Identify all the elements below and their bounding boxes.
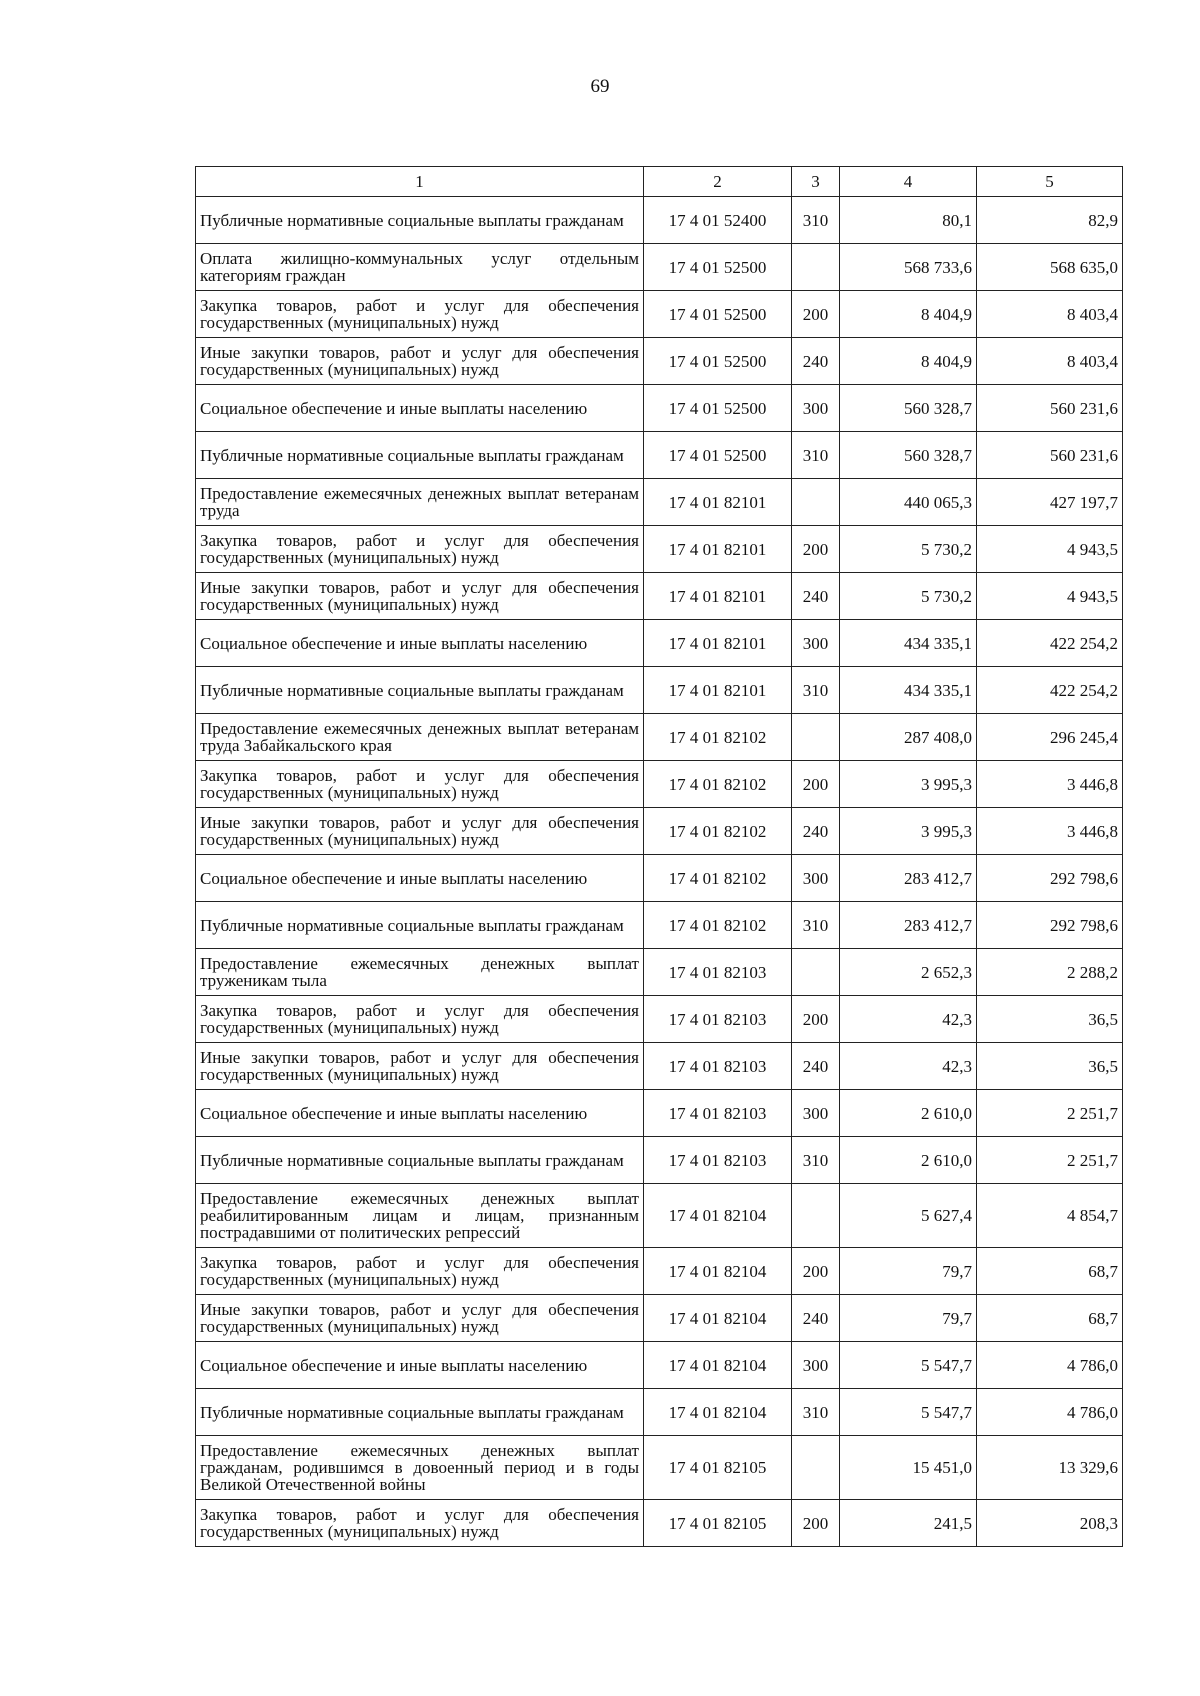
- table-row: [196, 385, 1123, 432]
- row-value-5-cell: 2 251,7: [977, 1090, 1123, 1137]
- row-type-cell: 310: [792, 1137, 840, 1184]
- row-value-5-cell: 422 254,2: [977, 620, 1123, 667]
- row-value-4-cell: 283 412,7: [840, 902, 977, 949]
- row-value-5-cell: 422 254,2: [977, 667, 1123, 714]
- row-code-cell: 17 4 01 82101: [644, 526, 792, 573]
- row-code-cell: 17 4 01 82102: [644, 761, 792, 808]
- row-value-4-cell: 568 733,6: [840, 244, 977, 291]
- budget-table: [195, 166, 1123, 1547]
- row-value-4-cell: 241,5: [840, 1500, 977, 1547]
- row-code-cell: 17 4 01 82101: [644, 620, 792, 667]
- row-code-cell: 17 4 01 82101: [644, 573, 792, 620]
- row-type-cell: 240: [792, 338, 840, 385]
- table-row: [196, 714, 1123, 761]
- row-name-cell: Иные закупки товаров, работ и услуг для обеспечения государственных (муниципальных) нужд: [196, 808, 644, 855]
- row-value-5-cell: 296 245,4: [977, 714, 1123, 761]
- row-value-4-cell: 42,3: [840, 996, 977, 1043]
- column-header-5: 5: [977, 167, 1123, 197]
- row-code-cell: 17 4 01 82104: [644, 1248, 792, 1295]
- table-row: [196, 667, 1123, 714]
- table-body: [196, 197, 1123, 1547]
- column-header-3: 3: [792, 167, 840, 197]
- table-row: [196, 479, 1123, 526]
- table-row: [196, 244, 1123, 291]
- row-value-5-cell: 13 329,6: [977, 1436, 1123, 1500]
- row-type-cell: 310: [792, 432, 840, 479]
- table-row: [196, 338, 1123, 385]
- row-name-cell: Публичные нормативные социальные выплаты гражданам: [196, 1389, 644, 1436]
- row-value-5-cell: 4 786,0: [977, 1389, 1123, 1436]
- row-value-4-cell: 560 328,7: [840, 385, 977, 432]
- row-type-cell: [792, 949, 840, 996]
- row-type-cell: 300: [792, 855, 840, 902]
- row-name-cell: Предоставление ежемесячных денежных выплат ветеранам труда Забайкальского края: [196, 714, 644, 761]
- row-name-cell: Закупка товаров, работ и услуг для обеспечения государственных (муниципальных) нужд: [196, 996, 644, 1043]
- table-row: [196, 620, 1123, 667]
- row-type-cell: 240: [792, 1295, 840, 1342]
- row-value-5-cell: 4 943,5: [977, 573, 1123, 620]
- row-type-cell: 200: [792, 526, 840, 573]
- row-value-5-cell: 427 197,7: [977, 479, 1123, 526]
- row-name-cell: Публичные нормативные социальные выплаты гражданам: [196, 432, 644, 479]
- row-type-cell: 240: [792, 1043, 840, 1090]
- table-row: [196, 1500, 1123, 1547]
- row-type-cell: 310: [792, 1389, 840, 1436]
- row-value-4-cell: 434 335,1: [840, 620, 977, 667]
- row-value-4-cell: 3 995,3: [840, 761, 977, 808]
- row-value-5-cell: 3 446,8: [977, 808, 1123, 855]
- page-number: 69: [590, 76, 610, 97]
- row-value-5-cell: 2 288,2: [977, 949, 1123, 996]
- row-value-5-cell: 292 798,6: [977, 855, 1123, 902]
- row-value-5-cell: 292 798,6: [977, 902, 1123, 949]
- row-type-cell: [792, 1436, 840, 1500]
- row-type-cell: [792, 1184, 840, 1248]
- row-code-cell: 17 4 01 82101: [644, 667, 792, 714]
- row-code-cell: 17 4 01 82102: [644, 855, 792, 902]
- table-row: [196, 808, 1123, 855]
- row-value-5-cell: 36,5: [977, 1043, 1123, 1090]
- table-row: [196, 1342, 1123, 1389]
- table-row: [196, 197, 1123, 244]
- row-value-4-cell: 8 404,9: [840, 291, 977, 338]
- row-name-cell: Закупка товаров, работ и услуг для обеспечения государственных (муниципальных) нужд: [196, 1248, 644, 1295]
- row-code-cell: 17 4 01 82103: [644, 996, 792, 1043]
- row-name-cell: Социальное обеспечение и иные выплаты населению: [196, 1342, 644, 1389]
- row-name-cell: Иные закупки товаров, работ и услуг для обеспечения государственных (муниципальных) нужд: [196, 1043, 644, 1090]
- row-name-cell: Закупка товаров, работ и услуг для обеспечения государственных (муниципальных) нужд: [196, 1500, 644, 1547]
- row-name-cell: Социальное обеспечение и иные выплаты населению: [196, 1090, 644, 1137]
- table-row: [196, 996, 1123, 1043]
- row-value-4-cell: 283 412,7: [840, 855, 977, 902]
- row-name-cell: Публичные нормативные социальные выплаты гражданам: [196, 197, 644, 244]
- row-type-cell: 300: [792, 620, 840, 667]
- row-value-4-cell: 42,3: [840, 1043, 977, 1090]
- row-name-cell: Социальное обеспечение и иные выплаты населению: [196, 385, 644, 432]
- row-type-cell: 200: [792, 1248, 840, 1295]
- row-code-cell: 17 4 01 82104: [644, 1389, 792, 1436]
- row-type-cell: 200: [792, 761, 840, 808]
- row-value-4-cell: 2 610,0: [840, 1090, 977, 1137]
- row-type-cell: 200: [792, 291, 840, 338]
- row-name-cell: Оплата жилищно-коммунальных услуг отдельным категориям граждан: [196, 244, 644, 291]
- row-code-cell: 17 4 01 52400: [644, 197, 792, 244]
- row-value-4-cell: 5 627,4: [840, 1184, 977, 1248]
- row-name-cell: Закупка товаров, работ и услуг для обеспечения государственных (муниципальных) нужд: [196, 291, 644, 338]
- column-header-4: 4: [840, 167, 977, 197]
- row-code-cell: 17 4 01 82104: [644, 1184, 792, 1248]
- row-type-cell: [792, 244, 840, 291]
- table-row: [196, 855, 1123, 902]
- row-code-cell: 17 4 01 52500: [644, 338, 792, 385]
- row-value-4-cell: 440 065,3: [840, 479, 977, 526]
- table-row: [196, 526, 1123, 573]
- row-value-4-cell: 15 451,0: [840, 1436, 977, 1500]
- row-value-4-cell: 5 547,7: [840, 1389, 977, 1436]
- table-row: [196, 1295, 1123, 1342]
- row-code-cell: 17 4 01 52500: [644, 432, 792, 479]
- row-code-cell: 17 4 01 82102: [644, 808, 792, 855]
- row-value-5-cell: 8 403,4: [977, 338, 1123, 385]
- table-row: [196, 761, 1123, 808]
- row-code-cell: 17 4 01 82104: [644, 1295, 792, 1342]
- row-name-cell: Социальное обеспечение и иные выплаты населению: [196, 620, 644, 667]
- row-value-4-cell: 8 404,9: [840, 338, 977, 385]
- row-code-cell: 17 4 01 82105: [644, 1500, 792, 1547]
- row-value-5-cell: 8 403,4: [977, 291, 1123, 338]
- row-name-cell: Предоставление ежемесячных денежных выплат реабилитированным лицам и лицам, признанным пострадавшими от политических репрессий: [196, 1184, 644, 1248]
- row-type-cell: 200: [792, 996, 840, 1043]
- table-row: [196, 573, 1123, 620]
- row-code-cell: 17 4 01 52500: [644, 244, 792, 291]
- row-code-cell: 17 4 01 82102: [644, 714, 792, 761]
- row-code-cell: 17 4 01 82101: [644, 479, 792, 526]
- row-name-cell: Иные закупки товаров, работ и услуг для обеспечения государственных (муниципальных) нужд: [196, 1295, 644, 1342]
- row-code-cell: 17 4 01 82105: [644, 1436, 792, 1500]
- row-code-cell: 17 4 01 52500: [644, 291, 792, 338]
- row-type-cell: 300: [792, 1090, 840, 1137]
- row-name-cell: Закупка товаров, работ и услуг для обеспечения государственных (муниципальных) нужд: [196, 526, 644, 573]
- row-name-cell: Закупка товаров, работ и услуг для обеспечения государственных (муниципальных) нужд: [196, 761, 644, 808]
- row-value-4-cell: 5 730,2: [840, 526, 977, 573]
- row-value-4-cell: 560 328,7: [840, 432, 977, 479]
- row-code-cell: 17 4 01 82103: [644, 1043, 792, 1090]
- row-value-5-cell: 208,3: [977, 1500, 1123, 1547]
- row-name-cell: Публичные нормативные социальные выплаты гражданам: [196, 902, 644, 949]
- row-value-4-cell: 434 335,1: [840, 667, 977, 714]
- row-name-cell: Иные закупки товаров, работ и услуг для обеспечения государственных (муниципальных) нужд: [196, 338, 644, 385]
- row-value-5-cell: 36,5: [977, 996, 1123, 1043]
- row-value-4-cell: 5 730,2: [840, 573, 977, 620]
- row-value-4-cell: 287 408,0: [840, 714, 977, 761]
- row-type-cell: 310: [792, 197, 840, 244]
- column-header-1: 1: [196, 167, 644, 197]
- row-value-5-cell: 4 854,7: [977, 1184, 1123, 1248]
- row-value-5-cell: 560 231,6: [977, 385, 1123, 432]
- row-value-5-cell: 68,7: [977, 1295, 1123, 1342]
- row-value-4-cell: 79,7: [840, 1295, 977, 1342]
- table-row: [196, 1436, 1123, 1500]
- row-name-cell: Предоставление ежемесячных денежных выплат ветеранам труда: [196, 479, 644, 526]
- table-row: [196, 1248, 1123, 1295]
- row-value-4-cell: 5 547,7: [840, 1342, 977, 1389]
- header-row: [196, 167, 1123, 197]
- table-header: [196, 167, 1123, 197]
- row-value-5-cell: 4 786,0: [977, 1342, 1123, 1389]
- row-value-4-cell: 2 610,0: [840, 1137, 977, 1184]
- table-row: [196, 949, 1123, 996]
- row-name-cell: Предоставление ежемесячных денежных выплат труженикам тыла: [196, 949, 644, 996]
- row-type-cell: 200: [792, 1500, 840, 1547]
- table-row: [196, 432, 1123, 479]
- row-value-4-cell: 80,1: [840, 197, 977, 244]
- row-value-4-cell: 2 652,3: [840, 949, 977, 996]
- row-type-cell: [792, 714, 840, 761]
- row-value-5-cell: 3 446,8: [977, 761, 1123, 808]
- table-row: [196, 291, 1123, 338]
- row-name-cell: Социальное обеспечение и иные выплаты населению: [196, 855, 644, 902]
- table-row: [196, 1184, 1123, 1248]
- row-value-5-cell: 68,7: [977, 1248, 1123, 1295]
- table-row: [196, 902, 1123, 949]
- row-type-cell: 240: [792, 573, 840, 620]
- row-type-cell: [792, 479, 840, 526]
- row-value-4-cell: 3 995,3: [840, 808, 977, 855]
- row-type-cell: 300: [792, 1342, 840, 1389]
- row-code-cell: 17 4 01 82103: [644, 1137, 792, 1184]
- column-header-2: 2: [644, 167, 792, 197]
- row-value-5-cell: 2 251,7: [977, 1137, 1123, 1184]
- row-type-cell: 300: [792, 385, 840, 432]
- row-name-cell: Публичные нормативные социальные выплаты гражданам: [196, 1137, 644, 1184]
- row-code-cell: 17 4 01 82103: [644, 1090, 792, 1137]
- row-type-cell: 310: [792, 902, 840, 949]
- row-name-cell: Иные закупки товаров, работ и услуг для обеспечения государственных (муниципальных) нужд: [196, 573, 644, 620]
- row-code-cell: 17 4 01 52500: [644, 385, 792, 432]
- row-code-cell: 17 4 01 82103: [644, 949, 792, 996]
- table-row: [196, 1043, 1123, 1090]
- table-row: [196, 1090, 1123, 1137]
- row-code-cell: 17 4 01 82102: [644, 902, 792, 949]
- row-name-cell: Публичные нормативные социальные выплаты гражданам: [196, 667, 644, 714]
- table-row: [196, 1137, 1123, 1184]
- row-name-cell: Предоставление ежемесячных денежных выплат гражданам, родившимся в довоенный период и в годы Великой Отечественной войны: [196, 1436, 644, 1500]
- row-type-cell: 310: [792, 667, 840, 714]
- row-value-5-cell: 4 943,5: [977, 526, 1123, 573]
- row-value-5-cell: 568 635,0: [977, 244, 1123, 291]
- row-value-4-cell: 79,7: [840, 1248, 977, 1295]
- row-code-cell: 17 4 01 82104: [644, 1342, 792, 1389]
- table-row: [196, 1389, 1123, 1436]
- row-type-cell: 240: [792, 808, 840, 855]
- row-value-5-cell: 82,9: [977, 197, 1123, 244]
- row-value-5-cell: 560 231,6: [977, 432, 1123, 479]
